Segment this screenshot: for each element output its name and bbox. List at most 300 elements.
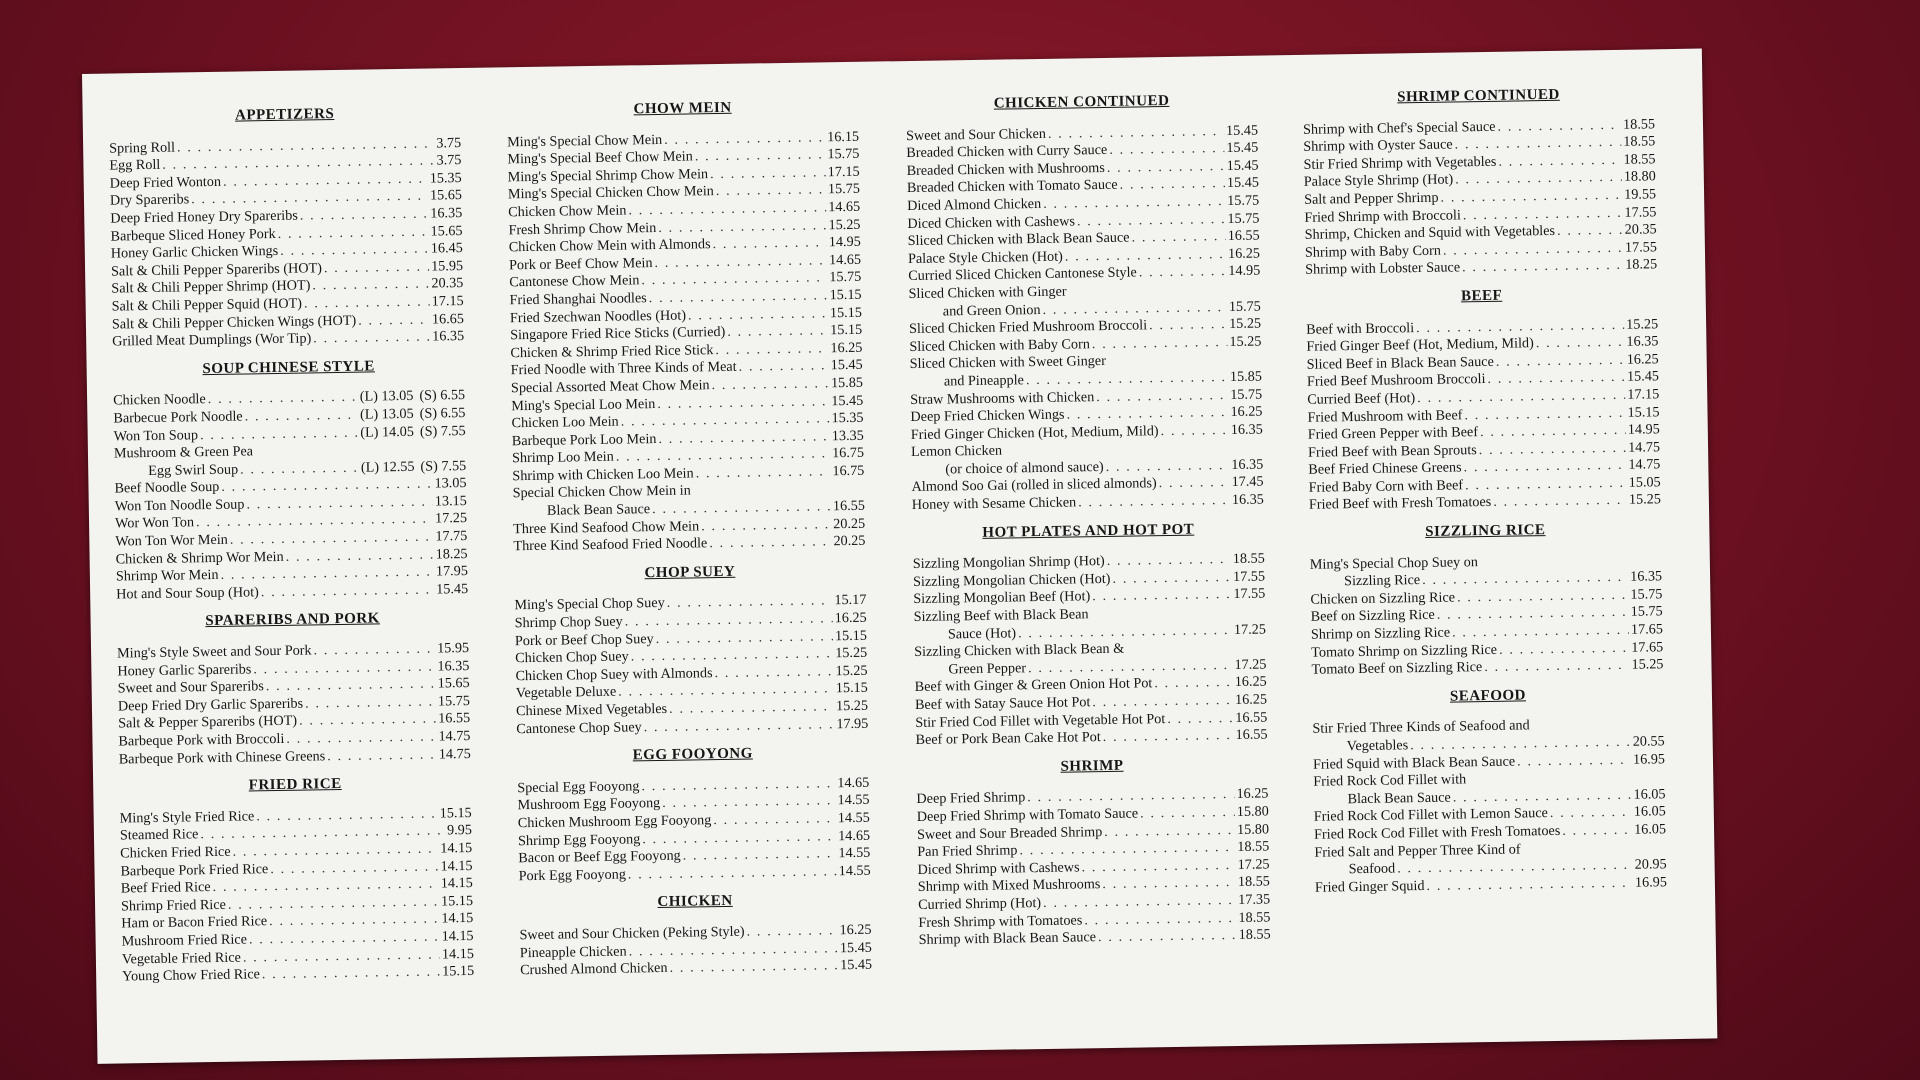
item-name: Honey Garlic Spareribs: [117, 661, 252, 680]
item-price: 15.25: [1631, 656, 1664, 673]
dot-leader: [300, 206, 429, 226]
item-name: Ming's Special Chop Suey: [514, 595, 665, 614]
item-name: Grilled Meat Dumplings (Wor Tip): [112, 330, 312, 350]
item-name: Sizzling Chicken with Black Bean &: [914, 640, 1125, 661]
item-name: Sweet and Sour Breaded Shrimp: [916, 823, 1103, 843]
item-price: 18.55: [1238, 926, 1271, 944]
item-price: 15.45: [1226, 139, 1259, 157]
item-name: (or choice of almond sauce): [945, 458, 1104, 478]
item-price: 14.65: [838, 827, 871, 844]
dot-leader: [262, 964, 441, 984]
item-name: Fried Noodle with Three Kinds of Meat: [510, 359, 737, 379]
item-price: 17.15: [1627, 386, 1660, 403]
item-name: Chinese Mixed Vegetables: [515, 700, 668, 720]
item-price: 17.25: [434, 510, 468, 527]
item-name: Barbeque Pork with Chinese Greens: [118, 747, 326, 768]
item-name: Fried Rock Cod Fillet with Fresh Tomatoes: [1313, 822, 1561, 843]
item-price: 18.55: [1237, 838, 1270, 856]
section-title: EGG FOOYONG: [632, 745, 753, 764]
item-name: Chicken Mushroom Egg Fooyong: [517, 812, 712, 832]
dot-leader: [313, 641, 435, 661]
dot-leader: [1096, 387, 1228, 407]
dot-leader: [245, 407, 359, 426]
item-price: 15.35: [831, 409, 864, 427]
item-price: 16.05: [1634, 821, 1667, 838]
dot-leader: [1119, 175, 1225, 194]
item-name: Deep Fried Shrimp with Tomato Sauce: [916, 805, 1139, 825]
dot-leader: [304, 294, 430, 314]
dot-leader: [715, 340, 828, 359]
item-name: Vegetables: [1346, 737, 1409, 755]
item-name: Fried Ginger Squid: [1314, 877, 1425, 896]
item-price: 15.75: [1227, 192, 1260, 209]
item-name: and Green Onion: [942, 301, 1041, 320]
item-price: 17.65: [1630, 621, 1664, 638]
item-name: Spring Roll: [109, 139, 176, 157]
item-name: Deep Fried Chicken Wings: [910, 406, 1065, 426]
item-price: 15.15: [829, 286, 862, 304]
item-name: Stir Fried Three Kinds of Seafood and: [1312, 717, 1530, 738]
item-name: Three Kind Seafood Fried Noodle: [513, 535, 708, 555]
item-name: Fried Salt and Pepper Three Kind of: [1314, 841, 1521, 861]
item-name: Fried Szechwan Noodles (Hot): [509, 307, 687, 326]
item-name: Palace Style Shrimp (Hot): [1303, 171, 1454, 191]
item-price: 16.75: [832, 445, 865, 462]
item-price: 16.45: [430, 240, 463, 257]
item-name: Sizzling Rice: [1344, 572, 1421, 590]
item-price: 3.75: [436, 152, 462, 169]
dot-leader: [712, 234, 827, 253]
dot-leader: [1496, 352, 1625, 372]
item-price: 16.25: [830, 339, 863, 356]
dot-leader: [1107, 551, 1231, 571]
item-price: 15.15: [829, 304, 862, 321]
item-name: and Pineapple: [943, 372, 1025, 390]
item-name: Shrimp Chop Suey: [514, 613, 623, 632]
item-name: Honey with Sesame Chicken: [911, 494, 1077, 514]
menu-column-3: [905, 92, 1271, 961]
menu-section-egg-fooyong: [517, 744, 871, 886]
section-title: SEAFOOD: [1449, 687, 1527, 705]
item-price-small: (S) 6.55: [419, 404, 466, 422]
item-price: 15.25: [828, 216, 861, 233]
item-name: Seafood: [1348, 860, 1396, 878]
item-price: 14.75: [1628, 456, 1661, 474]
section-title: APPETIZERS: [234, 106, 335, 124]
item-price: 17.75: [435, 528, 468, 545]
item-price: 15.45: [1225, 122, 1259, 139]
menu-sheet: [82, 49, 1717, 1064]
item-price: 16.05: [1633, 803, 1666, 821]
item-name: Barbecue Pork Noodle: [113, 408, 243, 427]
item-price: 17.95: [836, 715, 869, 732]
section-title: SHRIMP CONTINUED: [1397, 86, 1560, 106]
item-price: 14.75: [1628, 438, 1661, 456]
dot-leader: [1112, 569, 1231, 588]
item-name: Chicken Chow Mein with Almonds: [508, 236, 711, 256]
dot-leader: [1499, 639, 1630, 659]
item-price: 16.55: [1235, 726, 1268, 744]
item-name: Hot and Sour Soup (Hot): [116, 584, 259, 603]
item-price: 16.35: [1231, 491, 1264, 509]
dot-leader: [305, 693, 436, 713]
item-name: Sizzling Mongolian Chicken (Hot): [912, 570, 1111, 590]
dot-leader: [1098, 927, 1237, 947]
item-price: 16.65: [431, 310, 465, 328]
item-name: Shrimp with Oyster Sauce: [1303, 136, 1453, 156]
item-price: 14.15: [441, 910, 474, 927]
item-name: Salt & Chili Pepper Shrimp (HOT): [111, 277, 311, 297]
item-price: (L) 14.05: [360, 423, 415, 441]
item-name: Barbeque Pork Loo Mein: [511, 430, 657, 449]
item-price: 15.75: [827, 181, 861, 198]
item-name: Ming's Style Sweet and Sour Pork: [116, 642, 312, 662]
item-price: 16.55: [438, 710, 471, 727]
item-name: Breaded Chicken with Tomato Sauce: [906, 177, 1118, 197]
item-price: 16.95: [1634, 873, 1668, 891]
item-name: Sweet and Sour Spareribs: [117, 678, 264, 697]
item-name: Fried Shanghai Noodles: [509, 290, 647, 309]
item-name: Beef with Broccoli: [1306, 319, 1415, 338]
item-price: 15.75: [827, 145, 860, 163]
item-name: Three Kind Seafood Chow Mein: [513, 518, 700, 537]
item-name: Fried Mushroom with Beef: [1307, 406, 1463, 426]
dot-leader: [1160, 422, 1228, 441]
dot-leader: [1517, 751, 1631, 770]
item-name: Beef Fried Chinese Greens: [1308, 459, 1462, 479]
dot-leader: [1493, 492, 1627, 512]
item-name: Egg Roll: [109, 156, 161, 174]
item-price: 20.95: [1634, 856, 1667, 873]
dot-leader: [1139, 263, 1227, 282]
dot-leader: [1104, 822, 1235, 842]
item-name: Pork or Beef Chow Mein: [508, 254, 653, 274]
item-name: Won Ton Noodle Soup: [114, 496, 245, 515]
item-name: Dry Spareribs: [109, 191, 190, 209]
dot-leader: [1484, 657, 1630, 677]
dot-leader: [628, 863, 837, 884]
dot-leader: [299, 711, 436, 731]
item-price: 15.65: [430, 222, 463, 240]
item-name: Fried Beef Mushroom Broccoli: [1306, 371, 1486, 391]
item-name: Chicken Fried Rice: [120, 843, 231, 862]
item-price: 14.95: [1228, 262, 1261, 280]
item-price: 17.45: [1231, 473, 1264, 491]
item-price: 15.75: [1230, 386, 1263, 403]
item-price: 14.15: [441, 945, 474, 962]
item-price: 13.35: [831, 427, 864, 444]
item-price: 17.55: [1232, 568, 1266, 585]
item-price: 14.55: [837, 792, 870, 809]
item-price: 17.25: [1234, 656, 1267, 673]
item-price: 15.25: [1229, 333, 1262, 350]
dot-leader: [711, 375, 829, 394]
item-price: 16.25: [834, 609, 867, 627]
item-price: 16.15: [827, 128, 860, 145]
item-price: 17.15: [827, 163, 860, 181]
item-name: Ming's Style Fried Rice: [119, 808, 255, 827]
dot-leader: [738, 358, 828, 377]
menu-section-chop-suey: [514, 562, 869, 739]
item-price: 15.15: [835, 680, 868, 697]
item-price: 15.75: [437, 692, 471, 710]
section-title: BEEF: [1460, 287, 1503, 305]
item-name: Sliced Chicken Fried Mushroom Broccoli: [908, 317, 1148, 338]
item-price: 15.15: [442, 963, 475, 980]
item-name: Mushroom Egg Fooyong: [517, 795, 661, 814]
item-price: 16.35: [1630, 568, 1663, 585]
item-price: (L) 12.55: [360, 458, 415, 476]
item-name: Sweet and Sour Chicken (Peking Style): [519, 923, 745, 944]
dot-leader: [1103, 727, 1234, 747]
item-price: 16.95: [1632, 750, 1666, 768]
item-name: Wor Won Ton: [114, 514, 195, 533]
item-name: Salt & Chili Pepper Spareribs (HOT): [110, 260, 323, 280]
item-name: Ming's Special Beef Chow Mein: [507, 148, 693, 168]
item-price: 15.45: [831, 392, 864, 409]
item-name: Chicken Chop Suey with Almonds: [515, 664, 713, 685]
item-price: 16.25: [1626, 350, 1659, 368]
item-price: 16.25: [839, 921, 872, 939]
item-price: 14.65: [828, 198, 861, 216]
dot-leader: [327, 746, 437, 765]
dot-leader: [701, 516, 831, 536]
item-name: Fried Baby Corn with Beef: [1308, 477, 1464, 496]
item-name: Fried Shrimp with Broccoli: [1304, 206, 1461, 226]
item-price: 18.55: [1623, 133, 1656, 150]
item-price: 15.75: [1228, 298, 1261, 315]
item-price: 16.25: [1236, 785, 1269, 803]
item-name: Beef with Ginger & Green Onion Hot Pot: [914, 675, 1153, 696]
item-price: 17.25: [1237, 856, 1270, 873]
dot-leader: [1102, 874, 1236, 894]
item-name: Shrimp with Chicken Loo Mein: [512, 465, 694, 485]
section-title: SPARERIBS AND PORK: [205, 610, 381, 630]
section-title: CHOW MEIN: [633, 99, 732, 118]
item-price: 15.25: [1626, 315, 1659, 333]
item-name: Palace Style Chicken (Hot): [907, 248, 1063, 267]
item-price: 16.35: [432, 328, 465, 345]
item-name: Black Bean Sauce: [1347, 789, 1451, 807]
item-price: 17.35: [1238, 891, 1271, 908]
item-name: Shrimp, Chicken and Squid with Vegetables: [1304, 223, 1556, 243]
menu-section-shrimp-continued: [1302, 85, 1657, 279]
item-name: Vegetable Deluxe: [515, 684, 617, 702]
dot-leader: [709, 534, 831, 554]
item-price: (L) 13.05: [359, 388, 414, 405]
item-name: Stir Fried Cod Fillet with Vegetable Hot Pot: [915, 710, 1166, 731]
item-price: 9.95: [446, 822, 473, 839]
dot-leader: [695, 147, 826, 167]
item-name: Special Egg Fooyong: [517, 778, 640, 797]
item-name: Shrimp on Sizzling Rice: [1310, 624, 1451, 643]
item-name: Chicken & Shrimp Wor Mein: [115, 548, 284, 568]
item-price: 18.55: [1622, 115, 1656, 133]
dot-leader: [1498, 152, 1621, 172]
item-name: Black Bean Sauce: [546, 501, 651, 519]
item-name: Fresh Shrimp Chow Mein: [508, 219, 657, 238]
item-price: 17.55: [1624, 239, 1658, 256]
item-name: Won Ton Wor Mein: [115, 531, 228, 550]
item-name: Shrimp Loo Mein: [511, 448, 614, 467]
item-name: Honey Garlic Chicken Wings: [110, 243, 279, 262]
item-price: 15.45: [1226, 157, 1259, 174]
dot-leader: [1106, 457, 1230, 477]
item-price: 15.45: [1226, 174, 1259, 192]
dot-leader: [1550, 804, 1632, 823]
item-name: Shrimp with Baby Corn: [1304, 242, 1442, 261]
item-name: Beef with Satay Sauce Hot Pot: [914, 694, 1091, 713]
item-price: 17.15: [431, 292, 464, 310]
item-name: Egg Swirl Soup: [148, 461, 239, 479]
item-name: Diced Shrimp with Cashews: [917, 859, 1080, 878]
item-name: Ming's Special Chicken Chow Mein: [507, 183, 714, 203]
item-price: 17.65: [1631, 638, 1664, 656]
item-price: 16.55: [832, 497, 866, 515]
dot-leader: [1092, 692, 1233, 712]
dot-leader: [710, 164, 826, 183]
item-name: Straw Mushrooms with Chicken: [910, 388, 1095, 408]
dot-leader: [240, 459, 359, 478]
item-price: 16.55: [1227, 227, 1260, 245]
item-price: 18.55: [1238, 908, 1271, 926]
item-name: Deep Fried Honey Dry Spareribs: [110, 207, 298, 227]
dot-leader: [286, 546, 434, 566]
item-price: 18.55: [1232, 550, 1265, 568]
item-name: Chicken Noodle: [113, 391, 206, 409]
item-price: 15.85: [830, 374, 864, 392]
item-price: 15.45: [830, 357, 863, 374]
item-name: Breaded Chicken with Mushrooms: [906, 159, 1105, 179]
dot-leader: [696, 463, 831, 483]
item-price: 18.80: [1623, 168, 1656, 186]
item-name: Salt and Pepper Shrimp: [1304, 189, 1439, 208]
item-price: 18.25: [1625, 256, 1658, 274]
item-price: 14.75: [438, 727, 471, 745]
item-name: Mushroom Fried Rice: [121, 931, 248, 950]
item-price: 15.25: [835, 662, 868, 680]
item-name: Chicken & Shrimp Fried Rice Stick: [510, 341, 714, 362]
item-price: 16.35: [1230, 421, 1263, 438]
item-name: Singapore Fried Rice Sticks (Curried): [510, 324, 726, 344]
item-price: 15.80: [1236, 803, 1269, 820]
item-name: Diced Chicken with Cashews: [907, 212, 1076, 232]
dot-leader: [714, 663, 833, 682]
item-name: Shrimp with Black Bean Sauce: [918, 929, 1097, 949]
dot-leader: [261, 581, 435, 601]
item-price: 3.75: [436, 134, 462, 152]
dot-leader: [1462, 257, 1623, 277]
dot-leader: [200, 424, 359, 444]
item-price: 16.75: [832, 462, 865, 480]
dot-leader: [324, 258, 430, 277]
item-name: Fried Beef with Fresh Tomatoes: [1308, 494, 1492, 514]
dot-leader: [1092, 586, 1231, 606]
item-price: 15.45: [839, 939, 872, 956]
dot-leader: [1092, 334, 1228, 354]
item-price: 20.25: [833, 533, 866, 550]
dot-leader: [1149, 316, 1227, 335]
item-name: Bacon or Beef Egg Fooyong: [518, 847, 681, 867]
item-price: 18.55: [1237, 873, 1270, 891]
item-price: 16.05: [1633, 785, 1666, 803]
menu-section-hot-plates-and-hot-pot: [912, 520, 1267, 750]
item-name: Shrimp Fried Rice: [120, 896, 227, 915]
item-name: Curried Shrimp (Hot): [918, 894, 1042, 913]
dot-leader: [1109, 140, 1224, 159]
menu-section-sizzling-rice: [1309, 520, 1663, 679]
item-name: Chicken on Sizzling Rice: [1310, 589, 1456, 608]
item-price: 15.75: [1630, 586, 1663, 603]
item-price: 15.15: [439, 804, 472, 822]
item-price: 16.55: [1235, 709, 1268, 726]
item-name: Ham or Bacon Fried Rice: [121, 913, 268, 932]
item-name: Fried Squid with Black Bean Sauce: [1312, 753, 1516, 773]
menu-section-shrimp: [916, 755, 1271, 949]
item-name: Fried Beef with Bean Sprouts: [1307, 441, 1477, 461]
item-price: 16.25: [1234, 673, 1267, 691]
dot-leader: [1018, 622, 1232, 643]
dot-leader: [1131, 228, 1226, 247]
item-price: 13.15: [434, 492, 467, 510]
item-price: 15.15: [440, 892, 474, 910]
item-price: 15.95: [437, 640, 470, 657]
item-name: Steamed Rice: [119, 826, 199, 844]
section-title: SHRIMP: [1060, 757, 1124, 775]
item-name: Fried Rock Cod Fillet with: [1313, 771, 1467, 790]
menu-section-seafood: [1312, 685, 1667, 897]
item-name: Salt & Chili Pepper Squid (HOT): [111, 295, 303, 315]
menu-section-chow-mein: [507, 98, 866, 556]
dot-leader: [644, 716, 835, 737]
item-name: Barbeque Pork Fried Rice: [120, 860, 269, 880]
menu-column-2: [507, 98, 873, 991]
menu-section-soup-chinese-style: [113, 357, 469, 604]
item-name: Vegetable Fried Rice: [121, 949, 242, 968]
item-name: Ming's Special Chop Suey on: [1309, 553, 1479, 573]
item-price: 15.15: [834, 627, 868, 644]
item-name: Ming's Special Chow Mein: [506, 131, 663, 150]
item-price: 20.35: [431, 275, 464, 292]
item-price: 15.45: [436, 580, 469, 598]
section-title: SOUP CHINESE STYLE: [202, 358, 375, 377]
dot-leader: [313, 329, 430, 348]
section-title: SIZZLING RICE: [1425, 522, 1546, 541]
item-price: 20.25: [833, 515, 866, 532]
item-price: 15.80: [1236, 821, 1270, 838]
item-price: 15.75: [1630, 603, 1663, 621]
item-name: Lemon Chicken: [910, 442, 1003, 461]
section-title: HOT PLATES AND HOT POT: [982, 521, 1195, 541]
item-price: 14.55: [838, 844, 871, 862]
item-name: Ming's Special Loo Mein: [511, 395, 656, 414]
item-name: Deep Fried Wonton: [109, 173, 222, 192]
dot-leader: [688, 305, 828, 325]
dot-leader: [1497, 116, 1621, 136]
item-name: Shrimp with Chef's Special Sauce: [1302, 118, 1496, 138]
dot-leader: [280, 241, 429, 261]
item-name: Cantonese Chow Mein: [509, 272, 640, 291]
dot-leader: [1140, 804, 1235, 823]
item-name: Fried Green Pepper with Beef: [1307, 424, 1479, 443]
item-price: 15.15: [830, 321, 863, 339]
item-price: 17.25: [1233, 621, 1266, 638]
item-price: 15.25: [1229, 315, 1262, 333]
menu-section-chicken-continued: [905, 92, 1264, 515]
item-price: 15.65: [429, 187, 463, 204]
dot-leader: [1562, 822, 1632, 841]
section-title: FRIED RICE: [248, 776, 342, 794]
